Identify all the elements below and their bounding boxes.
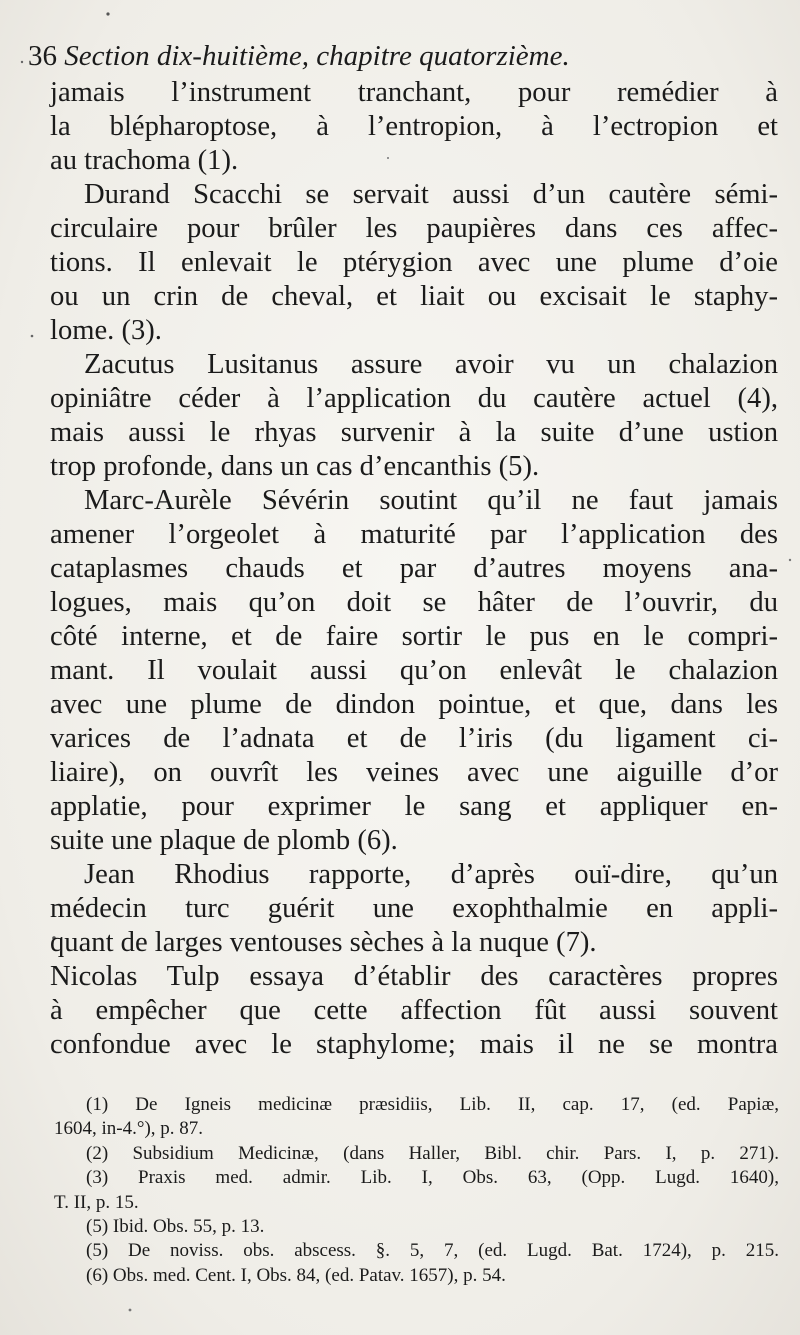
page-number: 36 bbox=[28, 40, 57, 72]
footnote-line: 1604, in-4.°), p. 87. bbox=[54, 1118, 204, 1140]
text-line: mant. Il voulait aussi qu’on enlevât le chalazion bbox=[50, 655, 778, 686]
text-line: ou un crin de cheval, et liait ou excisait le staphy- bbox=[50, 281, 778, 312]
footnotes bbox=[54, 1093, 779, 1288]
text-line: varices de l’adnata et de l’iris (du ligament ci- bbox=[50, 723, 778, 754]
footnote-line: T. II, p. 15. bbox=[54, 1191, 139, 1213]
text-line: suite une plaque de plomb (6). bbox=[50, 825, 398, 856]
footnote-line: (6) Obs. med. Cent. I, Obs. 84, (ed. Patav. 1657), p. 54. bbox=[86, 1264, 506, 1286]
text-line: au trachoma (1). bbox=[50, 145, 239, 176]
text-line: médecin turc guérit une exophthalmie en appli- bbox=[50, 893, 778, 924]
text-line: Marc-Aurèle Sévérin soutint qu’il ne faut jamais bbox=[84, 485, 778, 516]
text-line: Jean Rhodius rapporte, d’après ouï-dire, qu’un bbox=[84, 859, 778, 890]
footnote-line: (1) De Igneis medicinæ præsidiis, Lib. II, cap. 17, (ed. Papiæ, bbox=[86, 1094, 779, 1115]
text-line: liaire), on ouvrît les veines avec une aiguille d’or bbox=[50, 757, 778, 788]
text-line: logues, mais qu’on doit se hâter de l’ouvrir, du bbox=[50, 587, 778, 618]
text-line: tions. Il enlevait le ptérygion avec une plume d’oie bbox=[50, 247, 778, 278]
text-line: côté interne, et de faire sortir le pus en le compri- bbox=[50, 621, 778, 652]
text-line: circulaire pour brûler les paupières dans ces affec- bbox=[50, 213, 778, 244]
text-line: la blépharoptose, à l’entropion, à l’ectropion et bbox=[50, 111, 778, 142]
text-line: Zacutus Lusitanus assure avoir vu un chalazion bbox=[84, 349, 778, 380]
running-header bbox=[28, 38, 778, 74]
text-line: Nicolas Tulp essaya d’établir des caractères propres bbox=[50, 961, 778, 992]
footnote-line: (5) Ibid. Obs. 55, p. 13. bbox=[86, 1215, 265, 1237]
running-title: Section dix-huitième, chapitre quatorzième. bbox=[64, 40, 570, 72]
text-line: opiniâtre céder à l’application du cautère actuel (4), bbox=[50, 383, 778, 414]
text-line: applatie, pour exprimer le sang et appliquer en- bbox=[50, 791, 778, 822]
text-line: Durand Scacchi se servait aussi d’un cautère sémi- bbox=[84, 179, 778, 210]
text-line: jamais l’instrument tranchant, pour remédier à bbox=[50, 77, 778, 108]
text-line: quant de larges ventouses sèches à la nuque (7). bbox=[50, 927, 597, 958]
body-text bbox=[50, 76, 778, 1062]
text-line: amener l’orgeolet à maturité par l’application des bbox=[50, 519, 778, 550]
text-line: trop profonde, dans un cas d’encanthis (5). bbox=[50, 451, 540, 482]
footnote-line: (2) Subsidium Medicinæ, (dans Haller, Bibl. chir. Pars. I, p. 271). bbox=[86, 1142, 779, 1164]
footnote-line: (3) Praxis med. admir. Lib. I, Obs. 63, (Opp. Lugd. 1640), bbox=[86, 1167, 779, 1189]
text-line: lome. (3). bbox=[50, 315, 162, 346]
text-line: à empêcher que cette affection fût aussi souvent bbox=[50, 995, 778, 1026]
text-line: confondue avec le staphylome; mais il ne se montra bbox=[50, 1029, 778, 1060]
text-line: mais aussi le rhyas survenir à la suite d’une ustion bbox=[50, 417, 778, 448]
footnote-line: (5) De noviss. obs. abscess. §. 5, 7, (ed. Lugd. Bat. 1724), p. 215. bbox=[86, 1240, 779, 1262]
text-line: cataplasmes chauds et par d’autres moyens ana- bbox=[50, 553, 778, 584]
text-line: avec une plume de dindon pointue, et que, dans les bbox=[50, 689, 778, 720]
